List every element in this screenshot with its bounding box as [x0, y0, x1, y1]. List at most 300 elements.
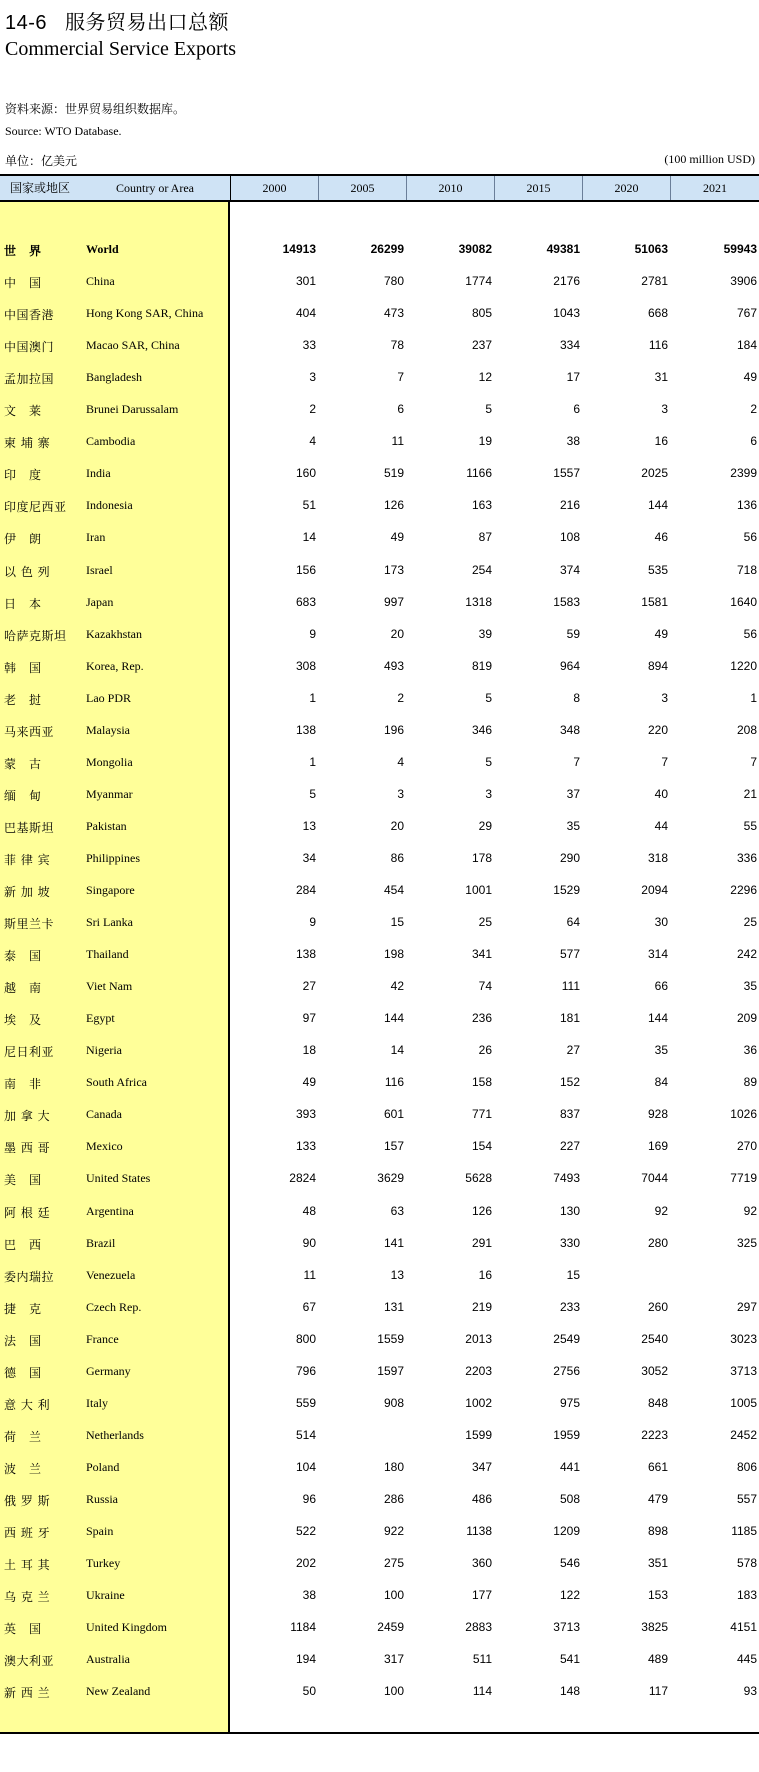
- cell-value: 7: [750, 754, 757, 769]
- row-label-cn: 印度尼西亚: [4, 500, 67, 515]
- cell-value: 49: [390, 530, 404, 545]
- cell-value: 35: [743, 979, 757, 994]
- cell-value: 13: [390, 1267, 404, 1282]
- row-label-cn: 英 国: [4, 1622, 42, 1637]
- row-label-cn: 缅 甸: [4, 788, 42, 803]
- cell-value: 37: [566, 786, 580, 801]
- row-label-en: Australia: [86, 1652, 130, 1667]
- cell-value: 284: [295, 883, 316, 897]
- row-label-cn: 泰 国: [4, 949, 42, 964]
- cell-value: 183: [736, 1588, 757, 1603]
- cell-value: 3: [309, 370, 316, 385]
- cell-value: 64: [566, 915, 580, 930]
- cell-value: 163: [471, 498, 492, 513]
- cell-value: 59943: [723, 242, 757, 256]
- cell-value: 1559: [377, 1331, 404, 1346]
- table-row: [0, 1652, 759, 1684]
- cell-value: 148: [559, 1684, 580, 1699]
- cell-value: 25: [478, 915, 492, 930]
- cell-value: 92: [654, 1203, 668, 1218]
- column-header-year: 2000: [230, 176, 318, 200]
- column-header-year: 2010: [406, 176, 494, 200]
- row-label-cn: 阿 根 廷: [4, 1205, 51, 1220]
- cell-value: 254: [471, 562, 492, 577]
- cell-value: 2549: [553, 1331, 580, 1346]
- table-row: [0, 915, 759, 947]
- cell-value: 3713: [553, 1620, 580, 1635]
- cell-value: 242: [736, 947, 757, 962]
- cell-value: 6: [397, 402, 404, 417]
- cell-value: 219: [471, 1299, 492, 1314]
- cell-value: 336: [736, 850, 757, 865]
- cell-value: 1581: [641, 594, 668, 609]
- cell-value: 51: [302, 498, 316, 513]
- cell-value: 42: [390, 979, 404, 994]
- cell-value: 346: [471, 722, 492, 737]
- cell-value: 116: [648, 338, 668, 353]
- row-label-cn: 土 耳 其: [4, 1558, 51, 1573]
- cell-value: 535: [647, 562, 668, 577]
- table-row: [0, 947, 759, 979]
- cell-value: 270: [736, 1139, 757, 1154]
- cell-value: 1220: [730, 658, 757, 673]
- cell-value: 169: [647, 1139, 668, 1154]
- cell-value: 27: [566, 1043, 580, 1058]
- cell-value: 92: [743, 1203, 757, 1218]
- cell-value: 19: [478, 434, 492, 449]
- cell-value: 3713: [730, 1363, 757, 1378]
- cell-value: 2: [750, 402, 757, 417]
- table-row: [0, 1684, 759, 1716]
- row-label-cn: 马来西亚: [4, 724, 55, 739]
- source-cn: 资料来源：世界贸易组织数据库。: [5, 102, 186, 116]
- cell-value: 473: [383, 306, 404, 321]
- cell-value: 2824: [289, 1171, 316, 1186]
- cell-value: 111: [561, 979, 580, 994]
- cell-value: 17: [566, 370, 580, 385]
- cell-value: 154: [471, 1139, 492, 1154]
- cell-value: 20: [390, 818, 404, 833]
- row-label-en: Netherlands: [86, 1427, 144, 1442]
- cell-value: 96: [302, 1491, 316, 1506]
- cell-value: 7493: [553, 1171, 580, 1186]
- row-label-en: Ukraine: [86, 1588, 125, 1603]
- row-label-en: India: [86, 466, 111, 481]
- cell-value: 180: [383, 1459, 404, 1474]
- row-label-cn: 埃 及: [4, 1013, 42, 1028]
- cell-value: 144: [383, 1011, 404, 1026]
- cell-value: 441: [559, 1459, 580, 1474]
- row-label-cn: 乌 克 兰: [4, 1590, 51, 1605]
- table-row: [0, 1620, 759, 1652]
- cell-value: 122: [559, 1588, 580, 1603]
- cell-value: 3: [661, 402, 668, 417]
- cell-value: 67: [302, 1299, 316, 1314]
- cell-value: 997: [383, 594, 404, 609]
- row-label-cn: 印 度: [4, 468, 42, 483]
- cell-value: 7719: [730, 1171, 757, 1186]
- row-label-cn: 世 界: [4, 244, 42, 258]
- cell-value: 479: [647, 1491, 668, 1506]
- cell-value: 130: [559, 1203, 580, 1218]
- row-label-en: Japan: [86, 594, 114, 609]
- cell-value: 138: [295, 722, 316, 737]
- row-label-en: Russia: [86, 1491, 119, 1506]
- row-label-en: Mexico: [86, 1139, 123, 1154]
- cell-value: 800: [295, 1331, 316, 1346]
- cell-value: 38: [566, 434, 580, 449]
- cell-value: 260: [647, 1299, 668, 1314]
- row-label-en: Indonesia: [86, 498, 133, 513]
- cell-value: 546: [559, 1556, 580, 1571]
- row-label-cn: 哈萨克斯坦: [4, 628, 67, 643]
- table-row: [0, 819, 759, 851]
- cell-value: 2452: [730, 1427, 757, 1442]
- row-label-en: Macao SAR, China: [86, 338, 180, 353]
- cell-value: 209: [736, 1011, 757, 1026]
- cell-value: 156: [295, 562, 316, 577]
- cell-value: 100: [383, 1684, 404, 1699]
- cell-value: 34: [302, 850, 316, 865]
- cell-value: 78: [390, 338, 404, 353]
- table-row: [0, 1332, 759, 1364]
- row-label-en: Pakistan: [86, 818, 127, 833]
- cell-value: 2883: [465, 1620, 492, 1635]
- title-en: Commercial Service Exports: [5, 38, 237, 60]
- table-row: [0, 1524, 759, 1556]
- cell-value: 360: [471, 1556, 492, 1571]
- cell-value: 1557: [553, 466, 580, 481]
- cell-value: 237: [471, 338, 492, 353]
- cell-value: 11: [303, 1267, 316, 1282]
- cell-value: 144: [647, 498, 668, 513]
- cell-value: 1138: [466, 1524, 492, 1538]
- table-row: [0, 242, 759, 274]
- cell-value: 114: [472, 1684, 492, 1699]
- row-label-en: Philippines: [86, 850, 141, 865]
- cell-value: 3629: [377, 1171, 404, 1186]
- table-row: [0, 1107, 759, 1139]
- cell-value: 21: [743, 786, 757, 801]
- row-label-en: Cambodia: [86, 434, 136, 449]
- table-row: [0, 466, 759, 498]
- cell-value: 126: [471, 1203, 492, 1218]
- cell-value: 141: [383, 1235, 404, 1250]
- cell-value: 908: [383, 1395, 404, 1410]
- cell-value: 12: [478, 370, 492, 385]
- row-label-cn: 荷 兰: [4, 1429, 42, 1444]
- cell-value: 16: [654, 434, 668, 449]
- row-label-en: New Zealand: [86, 1684, 151, 1699]
- table-row: [0, 434, 759, 466]
- table-row: [0, 1428, 759, 1460]
- cell-value: 196: [383, 722, 404, 737]
- cell-value: 348: [559, 722, 580, 737]
- cell-value: 280: [647, 1235, 668, 1250]
- row-label-cn: 加 拿 大: [4, 1109, 51, 1124]
- cell-value: 928: [647, 1107, 668, 1122]
- row-label-cn: 孟加拉国: [4, 372, 55, 387]
- row-label-cn: 捷 克: [4, 1301, 42, 1316]
- table-row: [0, 1011, 759, 1043]
- cell-value: 1002: [465, 1395, 492, 1410]
- cell-value: 1043: [553, 306, 580, 321]
- cell-value: 3: [397, 786, 404, 801]
- row-label-en: United Kingdom: [86, 1620, 167, 1635]
- cell-value: 8: [573, 690, 580, 705]
- cell-value: 48: [302, 1203, 316, 1218]
- cell-value: 1: [750, 690, 757, 705]
- cell-value: 454: [383, 883, 404, 897]
- table-row: [0, 306, 759, 338]
- cell-value: 7044: [641, 1171, 668, 1186]
- cell-value: 216: [559, 498, 580, 513]
- cell-value: 4151: [730, 1620, 757, 1635]
- table-row: [0, 1236, 759, 1268]
- cell-value: 301: [295, 274, 316, 289]
- table-row: [0, 1396, 759, 1428]
- row-label-cn: 西 班 牙: [4, 1526, 51, 1540]
- table-row: [0, 979, 759, 1011]
- cell-value: 59: [566, 626, 580, 641]
- cell-value: 74: [478, 979, 492, 994]
- row-label-cn: 新 西 兰: [4, 1686, 51, 1701]
- cell-value: 117: [648, 1684, 668, 1699]
- cell-value: 184: [736, 338, 757, 353]
- cell-value: 138: [295, 947, 316, 962]
- unit-cn: 单位：亿美元: [5, 154, 78, 168]
- cell-value: 771: [471, 1107, 492, 1122]
- cell-value: 2094: [641, 883, 668, 897]
- cell-value: 286: [383, 1491, 404, 1506]
- row-label-en: Germany: [86, 1363, 131, 1378]
- cell-value: 514: [295, 1427, 316, 1442]
- cell-value: 90: [302, 1235, 316, 1250]
- bottom-rule: [0, 1732, 759, 1734]
- table-row: [0, 1492, 759, 1524]
- cell-value: 49: [302, 1075, 316, 1090]
- cell-value: 661: [647, 1459, 668, 1474]
- cell-value: 297: [736, 1299, 757, 1314]
- cell-value: 1001: [465, 883, 492, 897]
- cell-value: 157: [383, 1139, 404, 1154]
- cell-value: 1209: [553, 1524, 580, 1538]
- row-label-cn: 巴基斯坦: [4, 820, 55, 835]
- cell-value: 511: [472, 1652, 492, 1667]
- cell-value: 18: [302, 1043, 316, 1058]
- row-label-cn: 中 国: [4, 276, 42, 291]
- table-row: [0, 787, 759, 819]
- row-label-en: Nigeria: [86, 1043, 122, 1058]
- cell-value: 29: [478, 818, 492, 833]
- cell-value: 519: [383, 466, 404, 481]
- row-label-en: Czech Rep.: [86, 1299, 142, 1314]
- column-header-year: 2015: [494, 176, 582, 200]
- row-label-en: United States: [86, 1171, 151, 1186]
- cell-value: 489: [647, 1652, 668, 1667]
- cell-value: 404: [295, 306, 316, 321]
- cell-value: 393: [295, 1107, 316, 1122]
- row-label-cn: 美 国: [4, 1173, 42, 1188]
- row-label-cn: 俄 罗 斯: [4, 1493, 51, 1508]
- row-label-en: Korea, Rep.: [86, 658, 144, 673]
- cell-value: 6: [573, 402, 580, 417]
- cell-value: 7: [397, 370, 404, 385]
- cell-value: 133: [295, 1139, 316, 1154]
- row-label-en: South Africa: [86, 1075, 147, 1090]
- cell-value: 46: [654, 530, 668, 545]
- cell-value: 1166: [466, 466, 492, 481]
- cell-value: 541: [559, 1652, 580, 1667]
- table-row: [0, 338, 759, 370]
- title-cn: 服务贸易出口总额: [65, 10, 230, 34]
- cell-value: 2: [309, 402, 316, 417]
- row-label-cn: 韩 国: [4, 660, 42, 675]
- cell-value: 894: [647, 658, 668, 673]
- cell-value: 3023: [730, 1331, 757, 1346]
- cell-value: 351: [647, 1556, 668, 1571]
- cell-value: 87: [478, 530, 492, 545]
- cell-value: 14: [302, 530, 316, 545]
- column-header-en: Country or Area: [116, 181, 194, 195]
- table-header: [0, 174, 759, 202]
- cell-value: 3052: [641, 1363, 668, 1378]
- unit-en: (100 million USD): [664, 152, 755, 166]
- cell-value: 577: [559, 947, 580, 962]
- table-row: [0, 402, 759, 434]
- cell-value: 5: [485, 754, 492, 769]
- cell-value: 131: [383, 1299, 404, 1314]
- row-label-cn: 文 莱: [4, 404, 42, 419]
- cell-value: 20: [390, 626, 404, 641]
- cell-value: 522: [295, 1524, 316, 1538]
- cell-value: 202: [295, 1556, 316, 1571]
- table-row: [0, 851, 759, 883]
- row-label-en: Brazil: [86, 1235, 116, 1250]
- row-label-cn: 新 加 坡: [4, 885, 51, 899]
- cell-value: 1640: [730, 594, 757, 609]
- row-label-en: Myanmar: [86, 786, 133, 801]
- cell-value: 508: [559, 1491, 580, 1506]
- cell-value: 848: [647, 1395, 668, 1410]
- cell-value: 9: [309, 915, 316, 930]
- row-label-cn: 以 色 列: [4, 564, 51, 579]
- cell-value: 39082: [458, 242, 492, 256]
- source-en: Source: WTO Database.: [5, 124, 122, 138]
- page-title: [5, 6, 229, 35]
- row-label-en: Iran: [86, 530, 106, 545]
- cell-value: 160: [295, 466, 316, 481]
- row-label-en: Malaysia: [86, 722, 130, 737]
- row-label-en: Israel: [86, 562, 113, 577]
- cell-value: 1583: [553, 594, 580, 609]
- cell-value: 44: [654, 818, 668, 833]
- cell-value: 975: [559, 1395, 580, 1410]
- cell-value: 31: [654, 370, 668, 385]
- row-label-en: Kazakhstan: [86, 626, 142, 641]
- cell-value: 26299: [370, 242, 404, 256]
- cell-value: 16: [478, 1267, 492, 1282]
- table-row: [0, 659, 759, 691]
- table-row: [0, 1171, 759, 1203]
- cell-value: 806: [736, 1459, 757, 1474]
- cell-value: 2296: [730, 883, 757, 897]
- row-label-en: Argentina: [86, 1203, 134, 1218]
- cell-value: 2025: [641, 466, 668, 481]
- row-label-cn: 中国香港: [4, 308, 55, 323]
- row-label-cn: 澳大利亚: [4, 1654, 55, 1669]
- cell-value: 49: [654, 626, 668, 641]
- cell-value: 559: [295, 1395, 316, 1410]
- row-label-en: Brunei Darussalam: [86, 402, 179, 417]
- row-label-en: Spain: [86, 1524, 114, 1538]
- row-label-en: Lao PDR: [86, 690, 131, 705]
- column-header-year: 2020: [582, 176, 670, 200]
- cell-value: 136: [736, 498, 757, 513]
- row-label-en: World: [86, 242, 119, 256]
- cell-value: 49381: [546, 242, 580, 256]
- row-label-en: Italy: [86, 1395, 108, 1410]
- cell-value: 1184: [290, 1620, 316, 1635]
- cell-value: 2: [397, 690, 404, 705]
- table-number: 14-6: [5, 12, 48, 34]
- row-label-en: China: [86, 274, 115, 289]
- cell-value: 308: [295, 658, 316, 673]
- cell-value: 374: [559, 562, 580, 577]
- table-row: [0, 1300, 759, 1332]
- cell-value: 2459: [377, 1620, 404, 1635]
- cell-value: 3: [485, 786, 492, 801]
- cell-value: 89: [743, 1075, 757, 1090]
- row-label-cn: 中国澳门: [4, 340, 55, 355]
- table-row: [0, 530, 759, 562]
- row-label-cn: 法 国: [4, 1333, 42, 1348]
- row-label-cn: 柬 埔 寨: [4, 436, 51, 451]
- cell-value: 126: [383, 498, 404, 513]
- cell-value: 108: [559, 530, 580, 545]
- cell-value: 1: [309, 690, 316, 705]
- cell-value: 97: [302, 1011, 316, 1026]
- cell-value: 964: [559, 658, 580, 673]
- cell-value: 35: [654, 1043, 668, 1058]
- table-row: [0, 1364, 759, 1396]
- cell-value: 2756: [553, 1363, 580, 1378]
- cell-value: 683: [295, 594, 316, 609]
- row-label-en: Viet Nam: [86, 979, 133, 994]
- cell-value: 5628: [465, 1171, 492, 1186]
- row-label-cn: 意 大 利: [4, 1397, 51, 1412]
- cell-value: 330: [559, 1235, 580, 1250]
- cell-value: 194: [295, 1652, 316, 1667]
- cell-value: 1185: [731, 1524, 757, 1538]
- cell-value: 2540: [641, 1331, 668, 1346]
- cell-value: 1: [309, 754, 316, 769]
- cell-value: 56: [743, 530, 757, 545]
- cell-value: 84: [654, 1075, 668, 1090]
- cell-value: 55: [743, 818, 757, 833]
- cell-value: 290: [559, 850, 580, 865]
- row-label-cn: 委内瑞拉: [4, 1269, 55, 1284]
- cell-value: 36: [743, 1043, 757, 1058]
- row-label-cn: 老 挝: [4, 692, 42, 707]
- row-label-en: Egypt: [86, 1011, 115, 1026]
- cell-value: 9: [309, 626, 316, 641]
- row-label-en: Singapore: [86, 883, 135, 897]
- cell-value: 898: [647, 1524, 668, 1538]
- row-label-cn: 斯里兰卡: [4, 917, 55, 932]
- cell-value: 6: [750, 434, 757, 449]
- cell-value: 86: [390, 850, 404, 865]
